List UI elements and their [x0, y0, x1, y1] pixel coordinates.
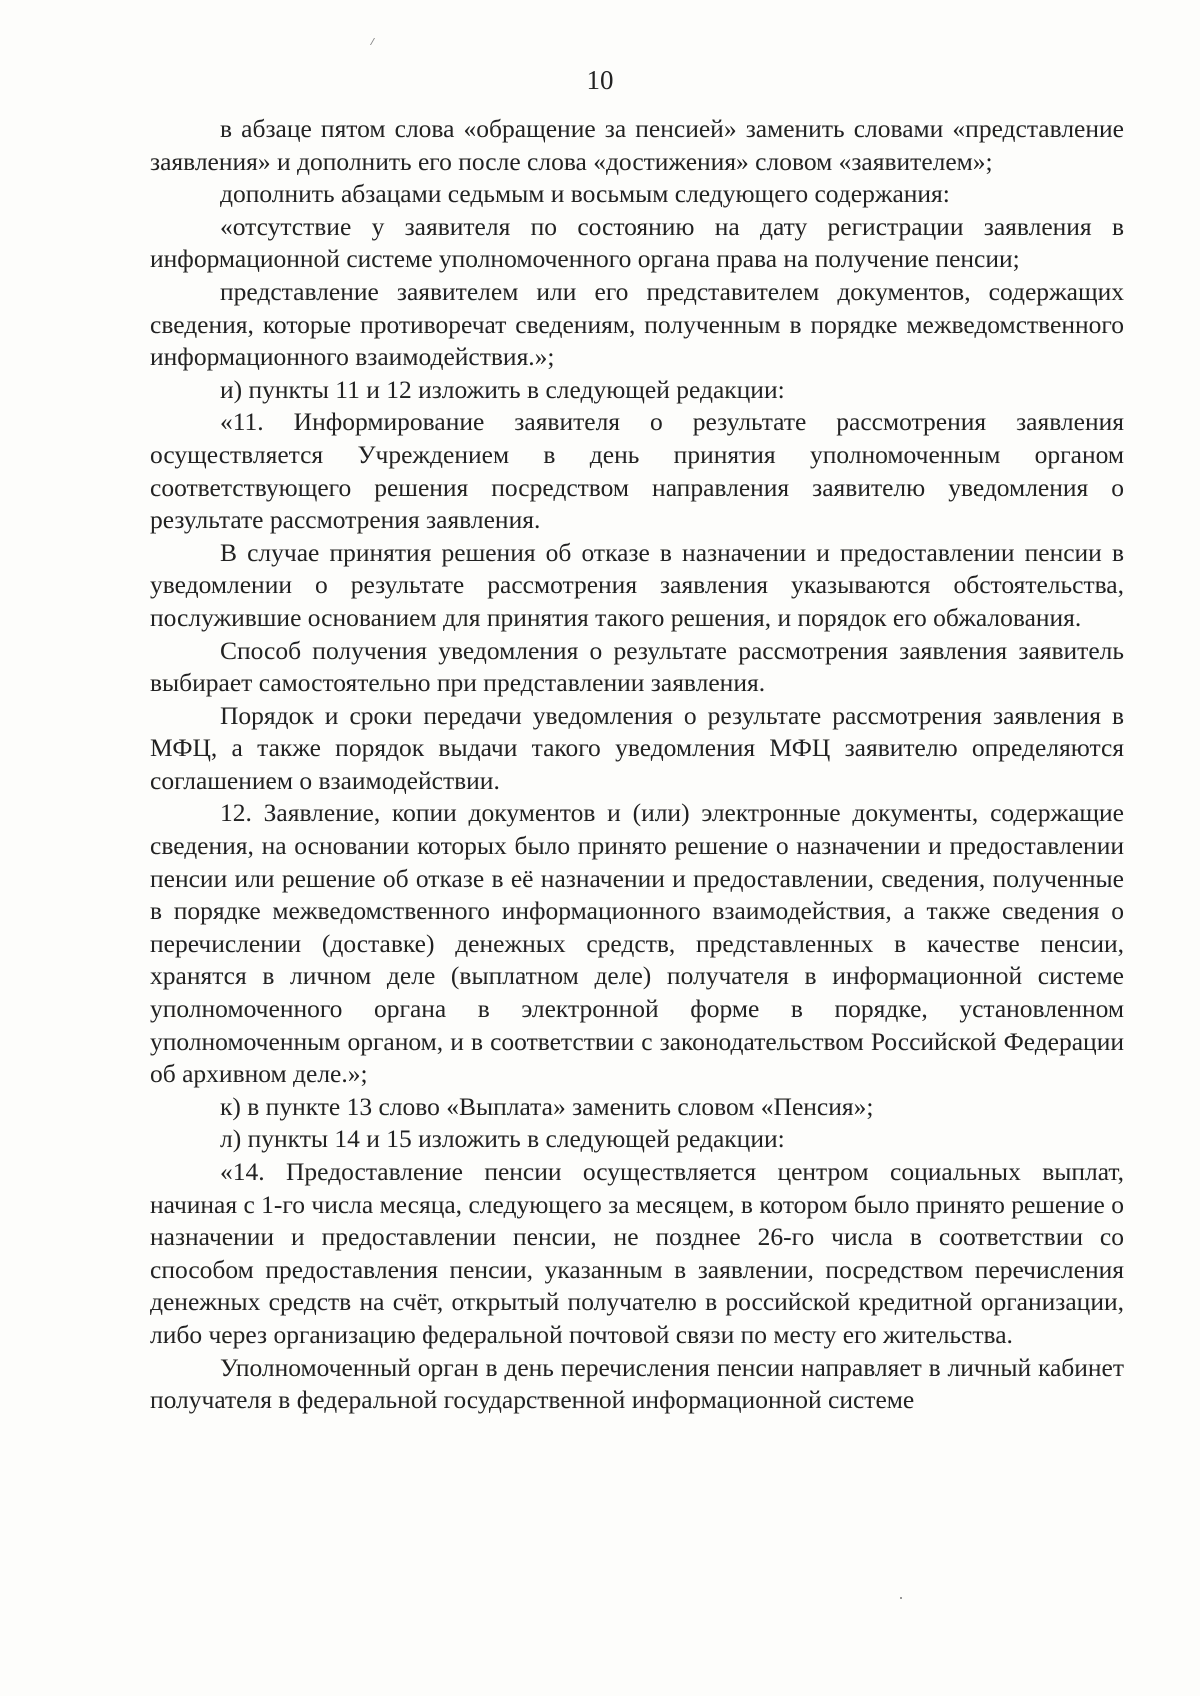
document-body	[150, 113, 1124, 1417]
paragraph: Уполномоченный орган в день перечисления пенсии направляет в личный кабинет получателя в федеральной государственной информационной системе	[150, 1352, 1124, 1415]
paragraph: представление заявителем или его представителем документов, содержащих сведения, которые противоречат сведениям, полученным в порядке межведомственного информационного взаимодействия.»;	[150, 276, 1124, 372]
paragraph: в абзаце пятом слова «обращение за пенсией» заменить словами «представление заявления» и дополнить его после слова «достижения» словом «заявителем»;	[150, 114, 1124, 176]
paragraph: л) пункты 14 и 15 изложить в следующей редакции:	[220, 1124, 785, 1154]
paragraph: Порядок и сроки передачи уведомления о результате рассмотрения заявления в МФЦ, а также порядок выдачи такого уведомления МФЦ заявителю определяются соглашением о взаимодействии.	[150, 700, 1124, 795]
scan-artifact-dot	[900, 1597, 902, 1599]
paragraph: Способ получения уведомления о результате рассмотрения заявления заявитель выбирает самостоятельно при представлении заявления.	[150, 635, 1124, 698]
paragraph: «11. Информирование заявителя о результате рассмотрения заявления осуществляется Учреждением в день принятия уполномоченным органом соответствующего решения посредством направления заявителю уведомления о результате рассмотрения заявления.	[150, 407, 1124, 535]
paragraph: дополнить абзацами седьмым и восьмым следующего содержания:	[220, 179, 950, 209]
paragraph: к) в пункте 13 слово «Выплата» заменить словом «Пенсия»;	[220, 1091, 874, 1121]
paragraph: «отсутствие у заявителя по состоянию на дату регистрации заявления в информационной системе уполномоченного органа права на получение пенсии;	[150, 211, 1124, 274]
page-number: 10	[586, 65, 614, 95]
scan-artifact-mark	[370, 38, 379, 45]
paragraph: В случае принятия решения об отказе в назначении и предоставлении пенсии в уведомлении о результате рассмотрения заявления указываются обстоятельства, послужившие основанием для принятия такого решения, и порядок его обжалования.	[150, 537, 1124, 632]
paragraph: 12. Заявление, копии документов и (или) электронные документы, содержащие сведения, на основании которых было принято решение о назначении и предоставлении пенсии или решение об отказе в её назначении и предоставлении, сведения, полученные в порядке межведомственного информационного взаимодействия, а также сведения о перечислении (доставке) денежных средств, представленных в качестве пенсии, хранятся в личном деле (выплатном деле) получателя в информационной системе уполномоченного органа в электронной форме в порядке, установленном уполномоченным органом, и в соответствии с законодательством Российской Федерации об архивном деле.»;	[150, 798, 1124, 1089]
paragraph: и) пункты 11 и 12 изложить в следующей редакции:	[220, 374, 785, 404]
paragraph: «14. Предоставление пенсии осуществляется центром социальных выплат, начиная с 1-го числа месяца, следующего за месяцем, в котором было принято решение о назначении и предоставлении пенсии, не позднее 26-го числа в соответствии со способом предоставления пенсии, указанным в заявлении, посредством перечисления денежных средств на счёт, открытый получателю в российской кредитной организации, либо через организацию федеральной почтовой связи по месту его жительства.	[150, 1157, 1124, 1349]
